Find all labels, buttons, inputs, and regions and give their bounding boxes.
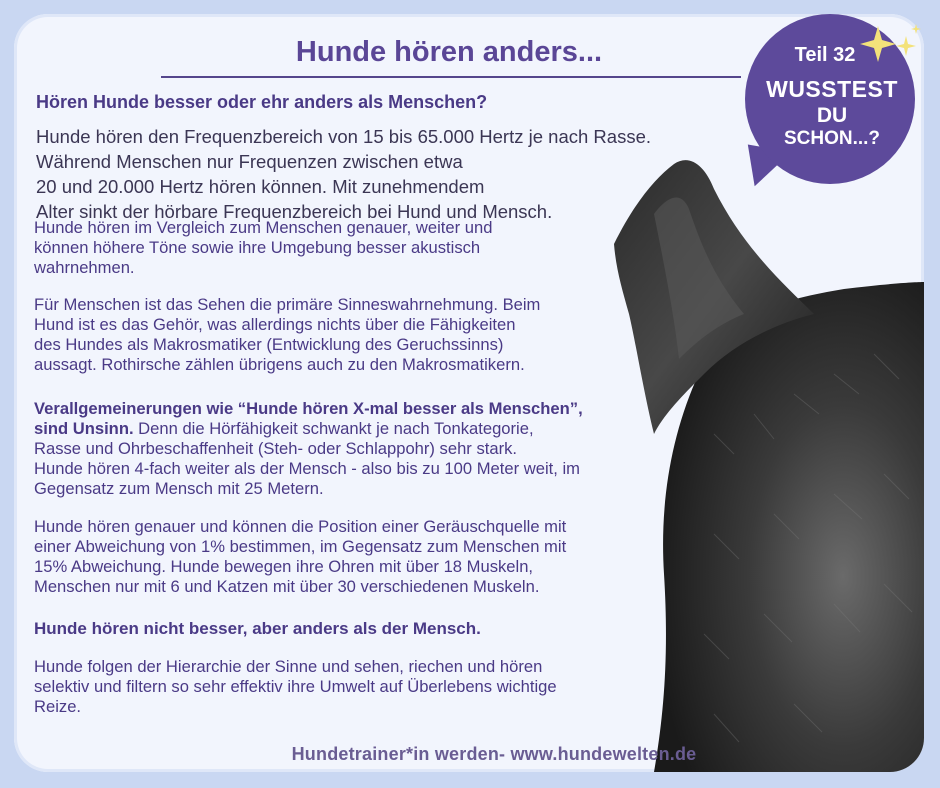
paragraph-line: können höhere Töne sowie ihre Umgebung besser akustisch <box>34 238 481 257</box>
question-heading: Hören Hunde besser oder ehr anders als Menschen? <box>36 92 488 112</box>
paragraph-hierarchy <box>34 657 684 717</box>
paragraph-generalizations <box>34 399 684 499</box>
bubble-text-line: WUSSTEST <box>766 76 898 102</box>
intro-line: Hunde hören den Frequenzbereich von 15 bis 65.000 Hertz je nach Rasse. <box>36 126 651 147</box>
paragraph-line: des Hundes als Makrosmatiker (Entwicklung des Geruchssinns) <box>34 335 504 354</box>
intro-line: Alter sinkt der hörbare Frequenzbereich bei Hund und Mensch. <box>36 201 553 222</box>
paragraph-line: Hunde hören genauer und können die Position einer Geräuschquelle mit <box>34 517 567 536</box>
paragraph-line: Reize. <box>34 697 82 716</box>
paragraph-line: Hunde hören 4-fach weiter als der Mensch - also bis zu 100 Meter weit, im <box>34 459 580 478</box>
paragraph-bold-text: sind Unsinn. <box>34 419 134 438</box>
paragraph-line: Für Menschen ist das Sehen die primäre Sinneswahrnehmung. Beim <box>34 295 541 314</box>
intro-line: Während Menschen nur Frequenzen zwischen etwa <box>36 151 463 172</box>
paragraph-line: Rasse und Ohrbeschaffenheit (Steh- oder Schlappohr) sehr stark. <box>34 439 518 458</box>
paragraph-line <box>34 419 684 439</box>
paragraph-line: Hunde folgen der Hierarchie der Sinne und sehen, riechen und hören <box>34 657 543 676</box>
sparkle-icon <box>858 22 928 72</box>
bubble-text-line: SCHON...? <box>783 128 881 149</box>
paragraph-line: aussagt. Rothirsche zählen übrigens auch zu den Makrosmatikern. <box>34 355 525 374</box>
key-statement: Hunde hören nicht besser, aber anders als der Mensch. <box>34 619 481 638</box>
bubble-part-label: Teil 32 <box>794 44 856 66</box>
paragraph-bold-line: Verallgemeinerungen wie “Hunde hören X-mal besser als Menschen”, <box>34 399 583 418</box>
bubble-text-line: DU <box>816 104 848 127</box>
intro-line: 20 und 20.000 Hertz hören können. Mit zunehmendem <box>36 176 485 197</box>
paragraph-text: Denn die Hörfähigkeit schwankt je nach Tonkategorie, <box>133 419 534 438</box>
footer-website: Hundetrainer*in werden- www.hundewelten.de <box>291 744 697 764</box>
paragraph-line: Menschen nur mit 6 und Katzen mit über 30 verschiedenen Muskeln. <box>34 577 540 596</box>
paragraph-line: wahrnehmen. <box>34 258 135 277</box>
paragraph-line: Hund ist es das Gehör, was allerdings nichts über die Fähigkeiten <box>34 315 516 334</box>
paragraph-senses <box>34 295 684 375</box>
paragraph-line: Gegensatz zum Mensch mit 25 Metern. <box>34 479 324 498</box>
paragraph-hearing-range <box>34 218 684 278</box>
paragraph-precision <box>34 517 684 597</box>
title-divider <box>161 76 741 78</box>
paragraph-line: 15% Abweichung. Hunde bewegen ihre Ohren mit über 18 Muskeln, <box>34 557 534 576</box>
page-title: Hunde hören anders... <box>295 36 603 68</box>
paragraph-line: Hunde hören im Vergleich zum Menschen genauer, weiter und <box>34 218 493 237</box>
paragraph-line: selektiv und filtern so sehr effektiv ihre Umwelt auf Überlebens wichtige <box>34 677 557 696</box>
paragraph-line: einer Abweichung von 1% bestimmen, im Gegensatz zum Menschen mit <box>34 537 567 556</box>
